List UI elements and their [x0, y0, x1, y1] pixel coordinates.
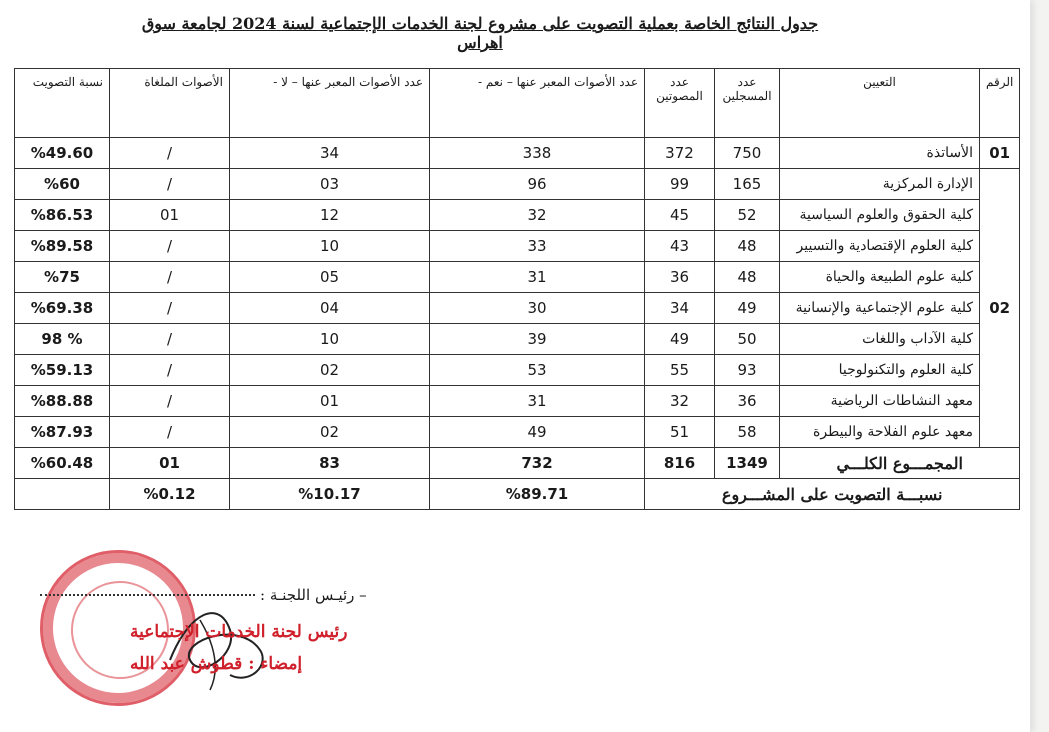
table-row	[15, 200, 1020, 231]
row-yes: 39	[430, 324, 645, 355]
table-row	[15, 386, 1020, 417]
row-no: 10	[230, 324, 430, 355]
row-designation: الأساتذة	[780, 138, 980, 169]
row-yes: 33	[430, 231, 645, 262]
row-registered: 48	[715, 231, 780, 262]
total-pct: %60.48	[15, 448, 110, 479]
row-no: 02	[230, 355, 430, 386]
row-voters: 372	[645, 138, 715, 169]
row-designation: كلية العلوم الإقتصادية والتسيير	[780, 231, 980, 262]
stamp-text-signature: إمضاء : قطوش عبد الله	[130, 654, 303, 674]
row-cancelled: /	[110, 169, 230, 200]
row-pct: %89.58	[15, 231, 110, 262]
table-row	[15, 262, 1020, 293]
row-index: 02	[980, 169, 1020, 448]
row-registered: 50	[715, 324, 780, 355]
row-yes: 338	[430, 138, 645, 169]
row-no: 05	[230, 262, 430, 293]
row-cancelled: /	[110, 231, 230, 262]
row-no: 10	[230, 231, 430, 262]
project-pct-no: %10.17	[230, 479, 430, 510]
row-designation: كلية الحقوق والعلوم السياسية	[780, 200, 980, 231]
row-pct: %88.88	[15, 386, 110, 417]
table-row	[15, 324, 1020, 355]
row-voters: 45	[645, 200, 715, 231]
row-designation: كلية العلوم والتكنولوجيا	[780, 355, 980, 386]
row-cancelled: /	[110, 355, 230, 386]
table-row	[15, 293, 1020, 324]
header-no-votes: عدد الأصوات المعبر عنها – لا -	[230, 69, 430, 138]
row-designation: معهد النشاطات الرياضية	[780, 386, 980, 417]
row-pct: %49.60	[15, 138, 110, 169]
project-pct-cancelled: %0.12	[110, 479, 230, 510]
total-yes: 732	[430, 448, 645, 479]
row-designation: كلية علوم الإجتماعية والإنسانية	[780, 293, 980, 324]
row-voters: 55	[645, 355, 715, 386]
row-cancelled: /	[110, 324, 230, 355]
row-voters: 36	[645, 262, 715, 293]
row-pct: %69.38	[15, 293, 110, 324]
header-registered: عدد المسجلين	[715, 69, 780, 138]
row-registered: 93	[715, 355, 780, 386]
row-voters: 34	[645, 293, 715, 324]
row-voters: 99	[645, 169, 715, 200]
table-row	[15, 138, 1020, 169]
header-number: الرقم	[980, 69, 1020, 138]
project-pct-yes: %89.71	[430, 479, 645, 510]
row-designation: معهد علوم الفلاحة والبيطرة	[780, 417, 980, 448]
total-voters: 816	[645, 448, 715, 479]
header-voters: عدد المصوتين	[645, 69, 715, 138]
total-no: 83	[230, 448, 430, 479]
table-row	[15, 231, 1020, 262]
row-pct: %86.53	[15, 200, 110, 231]
row-registered: 48	[715, 262, 780, 293]
row-yes: 53	[430, 355, 645, 386]
results-table	[14, 68, 1020, 510]
row-no: 01	[230, 386, 430, 417]
row-no: 34	[230, 138, 430, 169]
document-title: جدول النتائج الخاصة بعملية التصويت على مشروع لجنة الخدمات الإجتماعية لسنة 2024 لجامعة سوق اهراس	[141, 14, 819, 52]
row-designation: الإدارة المركزية	[780, 169, 980, 200]
header-yes-votes: عدد الأصوات المعبر عنها – نعم -	[430, 69, 645, 138]
row-pct: % 98	[15, 324, 110, 355]
handwritten-signature	[160, 590, 280, 700]
signature-block	[40, 550, 400, 710]
row-cancelled: /	[110, 138, 230, 169]
row-no: 03	[230, 169, 430, 200]
row-registered: 49	[715, 293, 780, 324]
project-pct-label: نسبـــة التصويت على المشـــروع	[645, 479, 1020, 510]
row-index: 01	[980, 138, 1020, 169]
table-row	[15, 417, 1020, 448]
row-pct: %75	[15, 262, 110, 293]
project-pct-row	[15, 479, 1020, 510]
table-row	[15, 169, 1020, 200]
committee-head-label: – رئيـس اللجنـة :	[260, 586, 367, 604]
total-label: المجمـــوع الكلـــي	[780, 448, 1020, 479]
total-cancelled: 01	[110, 448, 230, 479]
row-yes: 49	[430, 417, 645, 448]
row-voters: 49	[645, 324, 715, 355]
stamp-text-title: رئيس لجنة الخدمات الإجتماعية	[130, 622, 348, 642]
row-voters: 51	[645, 417, 715, 448]
row-voters: 43	[645, 231, 715, 262]
header-cancelled: الأصوات الملغاة	[110, 69, 230, 138]
row-pct: %87.93	[15, 417, 110, 448]
row-registered: 52	[715, 200, 780, 231]
row-yes: 32	[430, 200, 645, 231]
row-cancelled: /	[110, 417, 230, 448]
row-yes: 96	[430, 169, 645, 200]
row-no: 02	[230, 417, 430, 448]
row-pct: %60	[15, 169, 110, 200]
header-percentage: نسبة التصويت	[15, 69, 110, 138]
row-designation: كلية علوم الطبيعة والحياة	[780, 262, 980, 293]
row-no: 12	[230, 200, 430, 231]
row-voters: 32	[645, 386, 715, 417]
row-registered: 58	[715, 417, 780, 448]
header-row	[15, 69, 1020, 138]
row-registered: 165	[715, 169, 780, 200]
row-registered: 36	[715, 386, 780, 417]
row-cancelled: /	[110, 262, 230, 293]
row-designation: كلية الآداب واللغات	[780, 324, 980, 355]
total-registered: 1349	[715, 448, 780, 479]
row-cancelled: /	[110, 386, 230, 417]
row-registered: 750	[715, 138, 780, 169]
row-pct: %59.13	[15, 355, 110, 386]
row-cancelled: 01	[110, 200, 230, 231]
row-yes: 31	[430, 386, 645, 417]
row-cancelled: /	[110, 293, 230, 324]
total-row	[15, 448, 1020, 479]
header-designation: التعيين	[780, 69, 980, 138]
row-yes: 31	[430, 262, 645, 293]
row-yes: 30	[430, 293, 645, 324]
table-row	[15, 355, 1020, 386]
row-no: 04	[230, 293, 430, 324]
empty-cell	[15, 479, 110, 510]
